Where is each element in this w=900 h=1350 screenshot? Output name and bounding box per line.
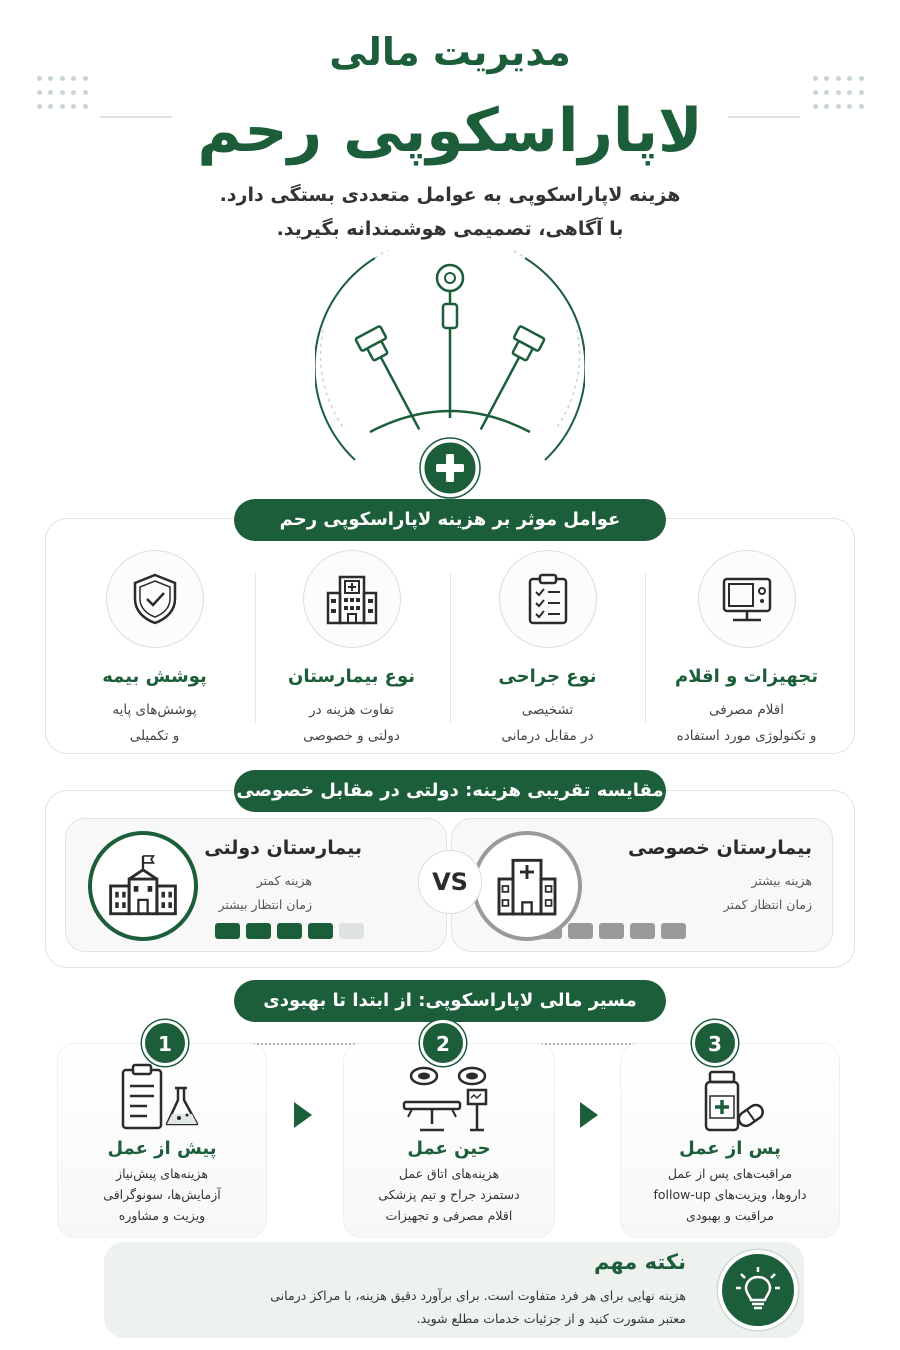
cost-level-segment bbox=[277, 923, 302, 939]
factors-heading: عوامل موثر بر هزینه لاپاراسکوپی رحم bbox=[234, 499, 666, 541]
step-desc-line: اقلام مصرفی و تجهیزات bbox=[385, 1208, 513, 1223]
step-number-2: 2 bbox=[420, 1020, 466, 1066]
factor-desc-line: اقلام مصرفی bbox=[708, 702, 784, 718]
factor-desc-line: دولتی و خصوصی bbox=[303, 728, 400, 744]
note-body-line: معتبر مشورت کنید و از جزئیات خدمات مطلع شوید. bbox=[416, 1311, 686, 1326]
factor-title: تجهیزات و اقلام bbox=[675, 666, 818, 687]
clipboard-checklist-icon bbox=[499, 550, 597, 648]
factor-insurance bbox=[57, 550, 252, 749]
title-line-2: لاپاراسکوپی رحم bbox=[197, 96, 703, 166]
factor-hospital-type bbox=[254, 550, 449, 749]
divider bbox=[255, 573, 256, 723]
journey-heading: مسیر مالی لاپاراسکوپی: از ابتدا تا بهبودی bbox=[234, 980, 666, 1022]
cost-level-segment bbox=[661, 923, 686, 939]
public-cost-level-bar bbox=[215, 923, 364, 939]
public-hospital-panel bbox=[65, 818, 447, 952]
public-hospital-icon bbox=[88, 831, 198, 941]
cost-level-segment bbox=[246, 923, 271, 939]
comparison-heading: مقایسه تقریبی هزینه: دولتی در مقابل خصوصی bbox=[234, 770, 666, 812]
step-desc-line: هزینه‌های پیش‌نیاز bbox=[116, 1166, 208, 1181]
factor-desc bbox=[254, 697, 449, 749]
cost-level-segment bbox=[630, 923, 655, 939]
step-desc-line: دستمزد جراح و تیم پزشکی bbox=[378, 1187, 520, 1202]
cost-level-segment bbox=[339, 923, 364, 939]
factor-surgery-type bbox=[450, 550, 645, 749]
note-body bbox=[166, 1284, 686, 1330]
step-title: پس از عمل bbox=[679, 1138, 781, 1159]
arrow-right-icon bbox=[578, 1100, 600, 1134]
private-hospital-panel bbox=[451, 818, 833, 952]
operating-room-icon bbox=[343, 1060, 555, 1138]
step-desc-line: هزینه‌های اتاق عمل bbox=[398, 1166, 500, 1181]
laparoscopy-instruments-illustration bbox=[315, 250, 585, 500]
factor-desc-line: و تکمیلی bbox=[129, 728, 180, 744]
note-body-line: هزینه نهایی برای هر فرد متفاوت است. برای برآورد دقیق هزینه، با مراکز درمانی bbox=[270, 1288, 686, 1303]
medicine-bottle-icon bbox=[620, 1068, 840, 1138]
step-pre-op bbox=[57, 1060, 267, 1226]
important-note bbox=[104, 1242, 804, 1338]
shield-check-icon bbox=[106, 550, 204, 648]
step-title: پیش از عمل bbox=[107, 1138, 217, 1159]
step-desc-line: آزمایش‌ها، سونوگرافی bbox=[103, 1187, 221, 1202]
factor-title: نوع جراحی bbox=[498, 666, 597, 687]
step-desc-line: داروها، ویزیت‌های follow-up bbox=[653, 1187, 807, 1202]
lab-test-icon bbox=[57, 1060, 267, 1138]
title-line-1: مدیریت مالی bbox=[329, 30, 571, 74]
step-desc-line: ویزیت و مشاوره bbox=[118, 1208, 206, 1223]
factor-desc-line: تشخیصی bbox=[521, 702, 574, 718]
subtitle-line-1: هزینه لاپاراسکوپی به عوامل متعددی بستگی دارد. bbox=[219, 184, 681, 206]
private-hospital-desc-line: هزینه بیشتر bbox=[751, 873, 812, 888]
divider bbox=[450, 573, 451, 723]
vs-badge bbox=[418, 850, 482, 914]
factor-title: پوشش بیمه bbox=[102, 666, 207, 687]
arrow-right-icon bbox=[292, 1100, 314, 1134]
private-hospital-icon bbox=[472, 831, 582, 941]
monitor-device-icon bbox=[698, 550, 796, 648]
private-hospital-desc-line: زمان انتظار کمتر bbox=[723, 897, 812, 912]
public-hospital-title: بیمارستان دولتی bbox=[204, 837, 362, 859]
factor-desc-line: پوشش‌های پایه bbox=[112, 702, 197, 718]
step-desc bbox=[620, 1163, 840, 1226]
private-hospital-title: بیمارستان خصوصی bbox=[627, 837, 812, 859]
factor-title: نوع بیمارستان bbox=[287, 666, 416, 687]
private-hospital-desc bbox=[724, 869, 812, 917]
hospital-building-icon bbox=[303, 550, 401, 648]
vs-label: VS bbox=[432, 868, 468, 896]
step-number-3: 3 bbox=[692, 1020, 738, 1066]
step-desc-line: مراقبت‌های پس از عمل bbox=[667, 1166, 793, 1181]
step-intra-op bbox=[343, 1060, 555, 1226]
factor-desc bbox=[450, 697, 645, 749]
public-hospital-desc bbox=[218, 869, 312, 917]
factor-desc-line: و تکنولوژی مورد استفاده bbox=[676, 728, 817, 744]
subtitle-line-2: با آگاهی، تصمیمی هوشمندانه بگیرید. bbox=[276, 218, 624, 240]
factor-desc-line: در مقابل درمانی bbox=[501, 728, 594, 744]
cost-level-segment bbox=[568, 923, 593, 939]
note-title: نکته مهم bbox=[593, 1250, 686, 1274]
step-desc-line: مراقبت و بهبودی bbox=[686, 1208, 774, 1223]
step-title: حین عمل bbox=[407, 1138, 491, 1159]
step-post-op bbox=[620, 1068, 840, 1226]
step-number-1: 1 bbox=[142, 1020, 188, 1066]
public-hospital-desc-line: زمان انتظار بیشتر bbox=[218, 897, 312, 912]
factor-desc bbox=[57, 697, 252, 749]
subtitle bbox=[150, 178, 750, 246]
divider bbox=[645, 573, 646, 723]
factor-desc-line: تفاوت هزینه در bbox=[309, 702, 394, 718]
factor-equipment bbox=[649, 550, 844, 749]
public-hospital-desc-line: هزینه کمتر bbox=[256, 873, 312, 888]
step-desc bbox=[343, 1163, 555, 1226]
factor-desc bbox=[649, 697, 844, 749]
step-desc bbox=[57, 1163, 267, 1226]
cost-level-segment bbox=[599, 923, 624, 939]
lightbulb-icon bbox=[718, 1250, 798, 1330]
cost-level-segment bbox=[308, 923, 333, 939]
cost-level-segment bbox=[215, 923, 240, 939]
